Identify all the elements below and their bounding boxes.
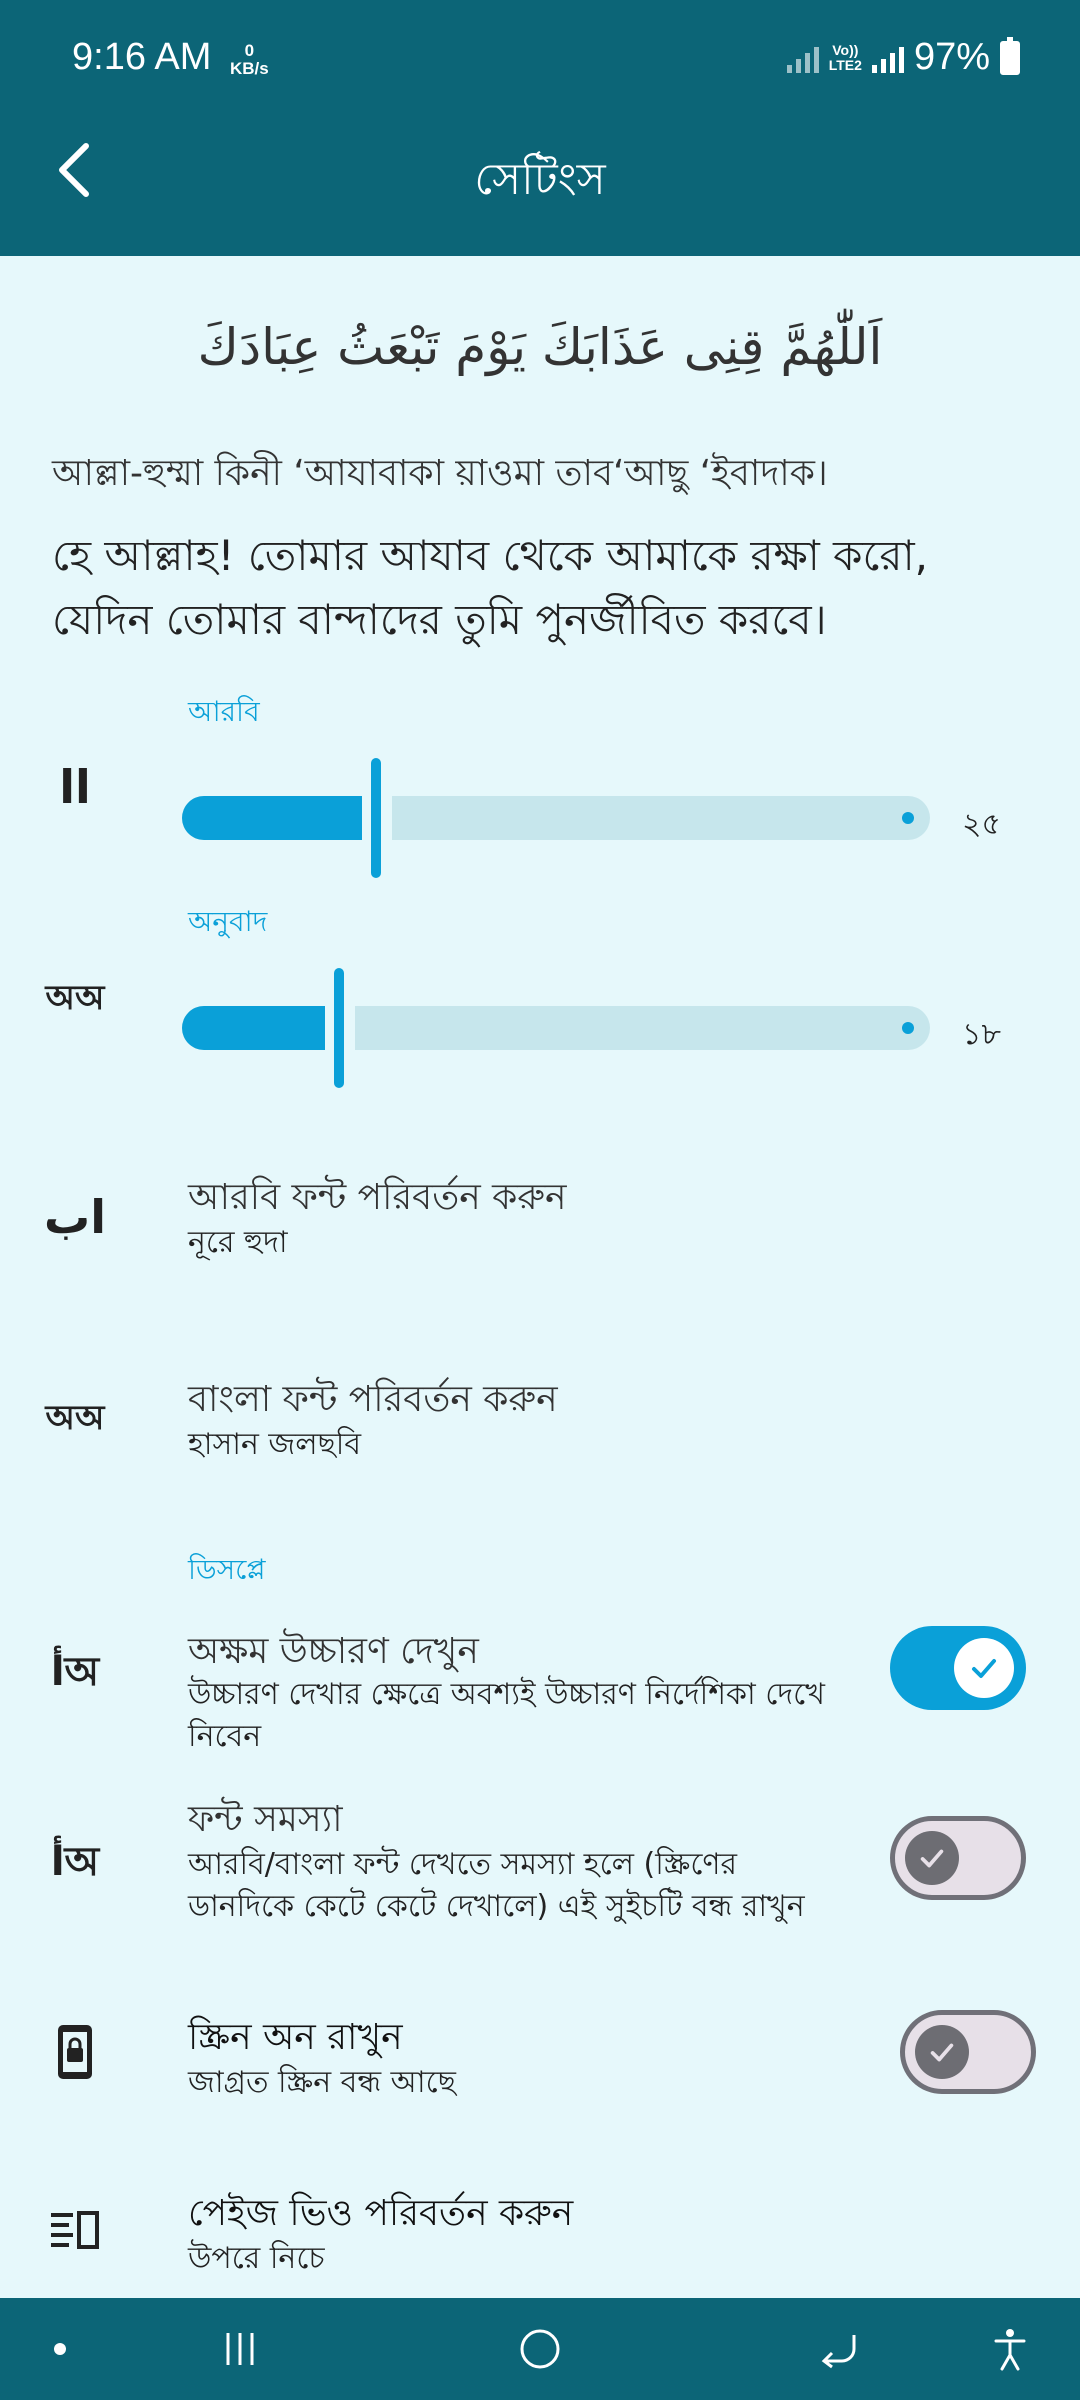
translation-size-label: অনুবাদ [188, 905, 268, 938]
page-title: সেটিংস [474, 154, 606, 205]
transliteration-preview: আল্লা-হুম্মা কিনী ‘আযাবাকা য়াওমা তাব‘আছু ‘ইবাদাক। [52, 453, 828, 494]
slider-handle[interactable] [334, 968, 344, 1088]
slider-end-dot [902, 812, 914, 824]
slider-fill [182, 1006, 325, 1050]
slider-handle[interactable] [371, 758, 381, 878]
toggle-knob [905, 1831, 959, 1885]
net-speed [230, 42, 269, 78]
translation-size-slider[interactable] [182, 1006, 930, 1050]
phone-lock-icon [40, 2022, 110, 2093]
pronunciation-title: অক্ষম উচ্চারণ দেখুন [188, 1631, 479, 1672]
arabic-size-label: আরবি [188, 695, 260, 728]
font-issue-toggle[interactable] [890, 1816, 1026, 1900]
display-section-label: ডিসপ্লে [188, 1553, 266, 1586]
battery-percent: 97% [913, 36, 990, 78]
page-view-title: পেইজ ভিও পরিবর্তন করুন [188, 2193, 574, 2234]
volte-indicator [829, 43, 862, 73]
font-issue-subtitle: আরবি/বাংলা ফন্ট দেখতে সমস্যা হলে (স্ক্রিণের ডানদিকে কেটে কেটে দেখালে) এই সুইচটি বন্ধ রাখুন [188, 1847, 805, 1924]
net-speed-value: 0 [244, 41, 255, 60]
page-view-subtitle: উপরে নিচে [188, 2241, 325, 2276]
volte-label: Vo)) [832, 41, 859, 58]
pronunciation-icon: أঅ [50, 1649, 100, 1695]
toggle-knob [954, 1638, 1014, 1698]
app-bar [0, 0, 1080, 256]
screen-on-title: স্ক্রিন অন রাখুন [188, 2017, 403, 2058]
lte-label: LTE2 [828, 56, 862, 73]
system-nav-bar [0, 2298, 1080, 2400]
net-speed-unit: KB/s [230, 59, 269, 78]
recent-apps-icon[interactable] [200, 2298, 280, 2400]
translation-size-value: ১৮ [962, 1017, 1001, 1052]
bangla-font-title: বাংলা ফন্ট পরিবর্তন করুন [188, 1379, 558, 1420]
pronunciation-toggle[interactable] [890, 1626, 1026, 1710]
nav-dot-icon[interactable] [40, 2298, 80, 2400]
arabic-size-slider[interactable] [182, 796, 930, 840]
status-icons [787, 36, 1020, 79]
screen-on-subtitle: জাগ্রত স্ক্রিন বন্ধ আছে [188, 2065, 456, 2100]
accessibility-icon[interactable] [980, 2298, 1040, 2400]
arabic-size-icon: ﺍﺍ [59, 760, 91, 814]
font-issue-title: ফন্ট সমস্যা [188, 1799, 343, 1840]
pronunciation-subtitle: উচ্চারণ দেখার ক্ষেত্রে অবশ্যই উচ্চারণ নির্দেশিকা দেখে নিবেন [188, 1677, 825, 1754]
check-icon [917, 1843, 947, 1873]
status-bar [72, 36, 1020, 96]
arabic-preview: اَللّٰهُمَّ قِنِى عَذَابَكَ يَوْمَ تَبْعَثُ عِبَادَكَ [197, 318, 883, 376]
arabic-font-icon: اب [44, 1190, 106, 1244]
battery-icon [1000, 41, 1020, 75]
page-view-icon [40, 2206, 110, 2260]
signal-icon [787, 43, 819, 73]
slider-fill [182, 796, 362, 840]
meaning-preview: হে আল্লাহ! তোমার আযাব থেকে আমাকে রক্ষা করো, যেদিন তোমার বান্দাদের তুমি পুনর্জীবিত করবে। [52, 531, 929, 644]
arabic-size-value: ২৫ [962, 807, 1001, 842]
check-icon [927, 2037, 957, 2067]
home-icon[interactable] [500, 2298, 580, 2400]
bangla-font-current: হাসান জলছবি [188, 1427, 362, 1462]
toggle-knob [915, 2025, 969, 2079]
arabic-font-current: নূরে হুদা [188, 1225, 288, 1260]
translation-size-icon: অঅ [45, 978, 105, 1018]
screen-on-toggle[interactable] [900, 2010, 1036, 2094]
slider-end-dot [902, 1022, 914, 1034]
font-issue-icon: أঅ [50, 1839, 100, 1885]
bangla-font-icon: অঅ [45, 1398, 105, 1438]
status-time: 9:16 AM [72, 36, 212, 78]
signal-icon [872, 43, 904, 73]
check-icon [968, 1652, 1000, 1684]
arabic-font-title: আরবি ফন্ট পরিবর্তন করুন [188, 1177, 567, 1218]
back-nav-icon[interactable] [800, 2298, 880, 2400]
